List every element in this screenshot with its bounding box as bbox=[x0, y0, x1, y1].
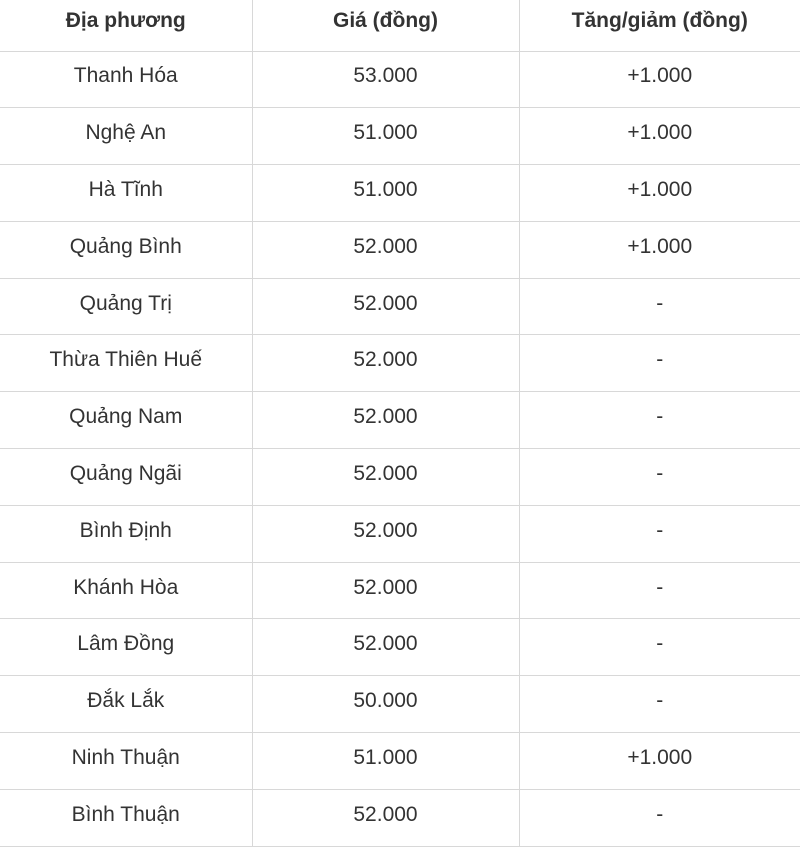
cell-change: - bbox=[519, 278, 800, 335]
table-row bbox=[0, 278, 800, 335]
cell-locality: Khánh Hòa bbox=[0, 562, 252, 619]
cell-price: 52.000 bbox=[252, 505, 519, 562]
cell-locality: Thanh Hóa bbox=[0, 51, 252, 108]
cell-change: +1.000 bbox=[519, 165, 800, 222]
cell-change: - bbox=[519, 449, 800, 506]
cell-price: 52.000 bbox=[252, 619, 519, 676]
cell-locality: Hà Tĩnh bbox=[0, 165, 252, 222]
cell-change: +1.000 bbox=[519, 108, 800, 165]
cell-price: 50.000 bbox=[252, 676, 519, 733]
cell-locality: Quảng Ngãi bbox=[0, 449, 252, 506]
cell-locality: Bình Định bbox=[0, 505, 252, 562]
cell-locality: Quảng Trị bbox=[0, 278, 252, 335]
cell-price: 53.000 bbox=[252, 51, 519, 108]
cell-locality: Thừa Thiên Huế bbox=[0, 335, 252, 392]
table-header bbox=[0, 0, 800, 51]
table-row bbox=[0, 562, 800, 619]
cell-locality: Nghệ An bbox=[0, 108, 252, 165]
cell-price: 51.000 bbox=[252, 108, 519, 165]
header-price: Giá (đồng) bbox=[252, 0, 519, 51]
cell-change: +1.000 bbox=[519, 221, 800, 278]
cell-locality: Lâm Đồng bbox=[0, 619, 252, 676]
table-row bbox=[0, 51, 800, 108]
table-row bbox=[0, 108, 800, 165]
table-row bbox=[0, 221, 800, 278]
cell-change: - bbox=[519, 392, 800, 449]
cell-change: - bbox=[519, 676, 800, 733]
cell-change: - bbox=[519, 789, 800, 846]
table-row bbox=[0, 505, 800, 562]
cell-change: - bbox=[519, 335, 800, 392]
cell-change: - bbox=[519, 619, 800, 676]
header-change: Tăng/giảm (đồng) bbox=[519, 0, 800, 51]
cell-locality: Quảng Bình bbox=[0, 221, 252, 278]
header-row bbox=[0, 0, 800, 51]
cell-price: 52.000 bbox=[252, 449, 519, 506]
cell-locality: Quảng Nam bbox=[0, 392, 252, 449]
table-row bbox=[0, 733, 800, 790]
cell-change: - bbox=[519, 562, 800, 619]
cell-change: - bbox=[519, 505, 800, 562]
cell-change: +1.000 bbox=[519, 51, 800, 108]
cell-locality: Đắk Lắk bbox=[0, 676, 252, 733]
cell-price: 51.000 bbox=[252, 733, 519, 790]
cell-price: 52.000 bbox=[252, 392, 519, 449]
table-body bbox=[0, 51, 800, 846]
table-row bbox=[0, 789, 800, 846]
cell-price: 52.000 bbox=[252, 221, 519, 278]
cell-price: 52.000 bbox=[252, 278, 519, 335]
table-row bbox=[0, 165, 800, 222]
cell-change: +1.000 bbox=[519, 733, 800, 790]
cell-locality: Ninh Thuận bbox=[0, 733, 252, 790]
cell-price: 52.000 bbox=[252, 562, 519, 619]
table-row bbox=[0, 619, 800, 676]
table-row bbox=[0, 449, 800, 506]
cell-price: 51.000 bbox=[252, 165, 519, 222]
cell-price: 52.000 bbox=[252, 789, 519, 846]
cell-price: 52.000 bbox=[252, 335, 519, 392]
header-locality: Địa phương bbox=[0, 0, 252, 51]
table-row bbox=[0, 676, 800, 733]
table-row bbox=[0, 392, 800, 449]
table-row bbox=[0, 335, 800, 392]
cell-locality: Bình Thuận bbox=[0, 789, 252, 846]
